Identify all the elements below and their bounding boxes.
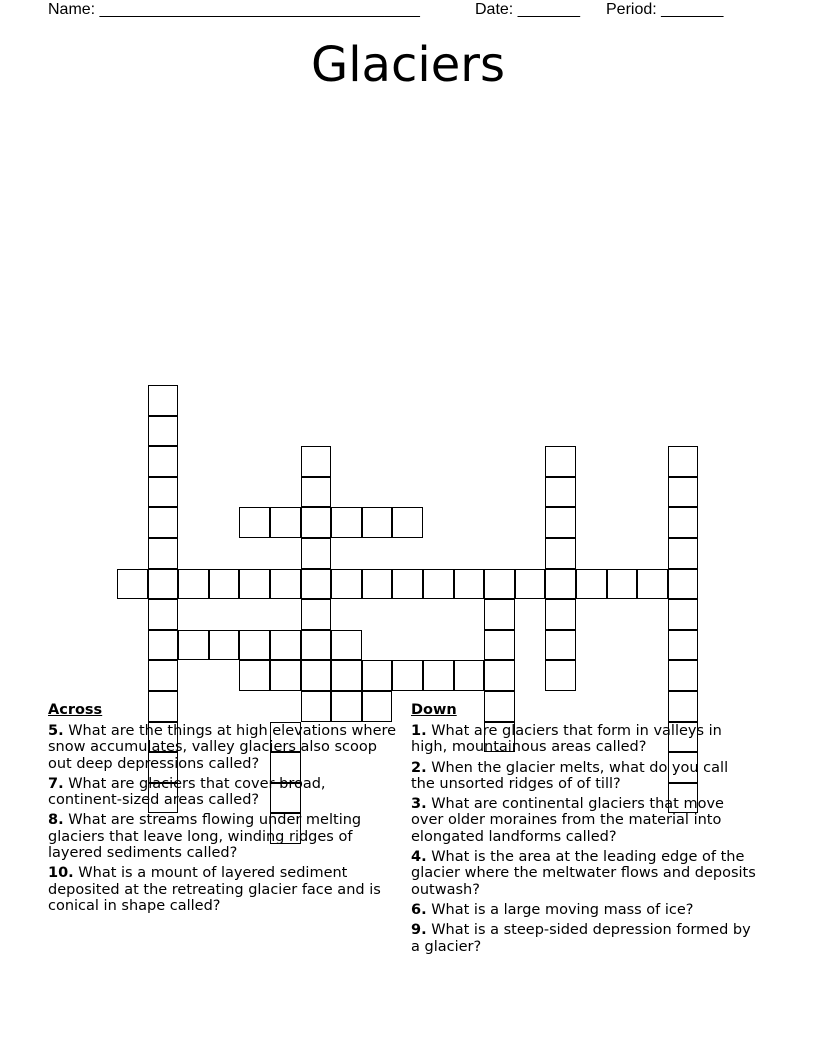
grid-cell[interactable]	[392, 660, 423, 691]
grid-cell[interactable]	[148, 477, 179, 508]
grid-cell[interactable]	[484, 630, 515, 661]
clue-number: 8.	[48, 812, 64, 829]
grid-cell[interactable]	[545, 446, 576, 477]
clue-number: 10.	[48, 865, 74, 882]
grid-cell[interactable]	[454, 660, 485, 691]
grid-cell[interactable]	[545, 630, 576, 661]
clue-text: What is the area at the leading edge of the glacier where the meltwater flows and deposits outwash?	[411, 849, 756, 898]
grid-cell[interactable]	[209, 569, 240, 600]
grid-cell[interactable]	[148, 416, 179, 447]
grid-cell[interactable]	[392, 507, 423, 538]
grid-cell[interactable]	[576, 569, 607, 600]
grid-cell[interactable]	[545, 538, 576, 569]
grid-cell[interactable]	[270, 507, 301, 538]
grid-cell[interactable]	[148, 507, 179, 538]
grid-cell[interactable]	[148, 385, 179, 416]
grid-cell[interactable]	[484, 569, 515, 600]
down-clue	[411, 760, 756, 793]
clue-number: 9.	[411, 922, 427, 939]
across-clue	[48, 812, 398, 861]
clue-text: What is a steep-sided depression formed by a glacier?	[411, 922, 751, 955]
grid-cell[interactable]	[148, 660, 179, 691]
grid-cell[interactable]	[668, 599, 699, 630]
grid-cell[interactable]	[301, 569, 332, 600]
grid-cell[interactable]	[362, 660, 393, 691]
grid-cell[interactable]	[178, 569, 209, 600]
grid-cell[interactable]	[668, 446, 699, 477]
grid-cell[interactable]	[607, 569, 638, 600]
grid-cell[interactable]	[148, 446, 179, 477]
clue-text: What are streams flowing under melting glaciers that leave long, winding ridges of layered sediments called?	[48, 812, 362, 862]
clue-number: 1.	[411, 723, 427, 739]
period-field-label[interactable]: Period: _______	[606, 1, 724, 18]
grid-cell[interactable]	[515, 569, 546, 600]
grid-cell[interactable]	[668, 507, 699, 538]
clue-text: What are glaciers that form in valleys in high, mountainous areas called?	[411, 723, 722, 756]
grid-cell[interactable]	[301, 477, 332, 508]
puzzle-title: Glaciers	[311, 37, 505, 93]
across-clues	[48, 701, 398, 918]
grid-cell[interactable]	[331, 660, 362, 691]
across-heading: Across	[48, 702, 103, 718]
clue-text: When the glacier melts, what do you call the unsorted ridges of of till?	[411, 759, 729, 792]
grid-cell[interactable]	[331, 630, 362, 661]
clue-text: What is a large moving mass of ice?	[431, 901, 694, 918]
name-field-label[interactable]: Name: ____________________________________	[48, 1, 420, 18]
grid-cell[interactable]	[423, 569, 454, 600]
grid-cell[interactable]	[301, 446, 332, 477]
clue-text: What is a mount of layered sediment deposited at the retreating glacier face and is conical in shape called?	[48, 865, 381, 914]
grid-cell[interactable]	[239, 507, 270, 538]
grid-cell[interactable]	[545, 569, 576, 600]
grid-cell[interactable]	[117, 569, 148, 600]
across-clue	[48, 776, 398, 809]
clue-text: What are the things at high elevations where snow accumulates, valley glaciers also scoop out deep depressions called?	[48, 723, 397, 772]
grid-cell[interactable]	[484, 660, 515, 691]
grid-cell[interactable]	[301, 599, 332, 630]
grid-cell[interactable]	[484, 599, 515, 630]
down-clue	[411, 796, 756, 845]
grid-cell[interactable]	[392, 569, 423, 600]
down-clue	[411, 902, 756, 918]
grid-cell[interactable]	[668, 477, 699, 508]
down-clue	[411, 849, 756, 898]
grid-cell[interactable]	[454, 569, 485, 600]
date-field-label[interactable]: Date: _______	[475, 1, 580, 18]
grid-cell[interactable]	[668, 569, 699, 600]
clue-number: 5.	[48, 723, 64, 739]
clue-number: 6.	[411, 901, 427, 918]
grid-cell[interactable]	[668, 538, 699, 569]
grid-cell[interactable]	[239, 630, 270, 661]
across-clue	[48, 723, 398, 772]
grid-cell[interactable]	[637, 569, 668, 600]
down-clues	[411, 701, 756, 959]
grid-cell[interactable]	[301, 660, 332, 691]
grid-cell[interactable]	[545, 507, 576, 538]
grid-cell[interactable]	[362, 507, 393, 538]
grid-cell[interactable]	[148, 599, 179, 630]
grid-cell[interactable]	[668, 660, 699, 691]
grid-cell[interactable]	[545, 660, 576, 691]
grid-cell[interactable]	[331, 507, 362, 538]
grid-cell[interactable]	[209, 630, 240, 661]
grid-cell[interactable]	[362, 569, 393, 600]
clue-number: 2.	[411, 759, 427, 776]
grid-cell[interactable]	[270, 569, 301, 600]
clue-number: 4.	[411, 849, 427, 866]
grid-cell[interactable]	[545, 599, 576, 630]
grid-cell[interactable]	[301, 538, 332, 569]
grid-cell[interactable]	[545, 477, 576, 508]
grid-cell[interactable]	[331, 569, 362, 600]
grid-cell[interactable]	[239, 569, 270, 600]
clue-number: 3.	[411, 796, 427, 813]
down-clue	[411, 723, 756, 756]
grid-cell[interactable]	[270, 630, 301, 661]
grid-cell[interactable]	[301, 507, 332, 538]
grid-cell[interactable]	[178, 630, 209, 661]
grid-cell[interactable]	[148, 538, 179, 569]
down-heading: Down	[411, 702, 457, 718]
clue-number: 7.	[48, 775, 64, 792]
grid-cell[interactable]	[148, 630, 179, 661]
down-clue	[411, 922, 756, 955]
grid-cell[interactable]	[270, 660, 301, 691]
grid-cell[interactable]	[239, 660, 270, 691]
grid-cell[interactable]	[668, 630, 699, 661]
grid-cell[interactable]	[301, 630, 332, 661]
grid-cell[interactable]	[148, 569, 179, 600]
grid-cell[interactable]	[423, 660, 454, 691]
clue-text: What are glaciers that cover broad, continent-sized areas called?	[48, 775, 326, 809]
clue-text: What are continental glaciers that move over older moraines from the material into elongated landforms called?	[411, 796, 724, 845]
across-clue	[48, 865, 398, 914]
